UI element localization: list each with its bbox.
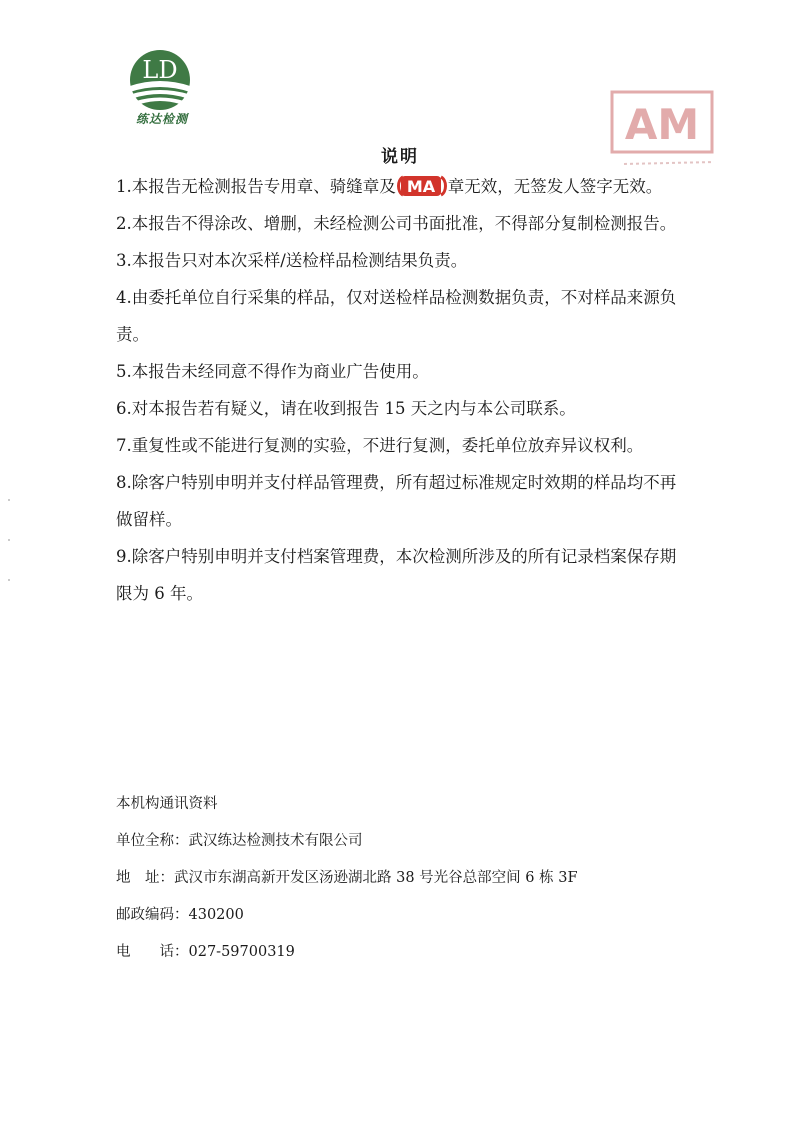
logo-name: 练达检测: [135, 112, 188, 126]
binding-marks: [6, 480, 12, 600]
stamp-letters: AM: [624, 100, 700, 149]
note-item: 7.重复性或不能进行复测的实验，不进行复测，委托单位放弃异议权利。: [116, 436, 644, 455]
phone-value: 027-59700319: [188, 944, 295, 960]
notes-list: [116, 168, 688, 612]
note-item: 6.对本报告若有疑义，请在收到报告 15 天之内与本公司联系。: [116, 399, 576, 418]
address-value: 武汉市东湖高新开发区汤逊湖北路 38 号光谷总部空间 6 栋 3F: [174, 870, 578, 886]
postcode-label: 邮政编码：: [116, 907, 189, 923]
ma-mark-text: MA: [406, 177, 435, 196]
note-text: 1.本报告无检测报告专用章、骑缝章及: [116, 177, 396, 196]
phone-label: 电 话：: [116, 944, 189, 960]
company-row: [116, 823, 716, 860]
note-item: 8.除客户特别申明并支付样品管理费，所有超过标准规定时效期的样品均不再做留样。: [116, 473, 677, 529]
note-item: 3.本报告只对本次采样/送检样品检测结果负责。: [116, 251, 468, 270]
ld-logo-icon: [122, 48, 202, 110]
company-label: 单位全称：: [116, 833, 189, 849]
address-row: [116, 860, 716, 897]
postcode-value: 430200: [188, 907, 244, 923]
note-item: 5.本报告未经同意不得作为商业广告使用。: [116, 362, 429, 381]
note-text: 章无效，无签发人签字无效。: [447, 177, 663, 196]
note-item: 4.由委托单位自行采集的样品，仅对送检样品检测数据负责，不对样品来源负责。: [116, 288, 677, 344]
contact-section: [116, 786, 716, 971]
company-value: 武汉练达检测技术有限公司: [188, 833, 363, 849]
page-title: 说明: [381, 147, 419, 167]
note-item: [116, 168, 688, 205]
note-item: 9.除客户特别申明并支付档案管理费，本次检测所涉及的所有记录档案保存期限为 6 年。: [116, 547, 677, 603]
logo-mark-text: LD: [142, 56, 178, 84]
address-label: 地 址：: [116, 870, 174, 886]
contact-heading: 本机构通讯资料: [116, 796, 218, 812]
phone-row: [116, 934, 716, 971]
company-logo: [122, 48, 202, 130]
note-item: 2.本报告不得涂改、增删，未经检测公司书面批准，不得部分复制检测报告。: [116, 214, 677, 233]
postcode-row: [116, 897, 716, 934]
ma-mark-icon: [397, 174, 447, 198]
